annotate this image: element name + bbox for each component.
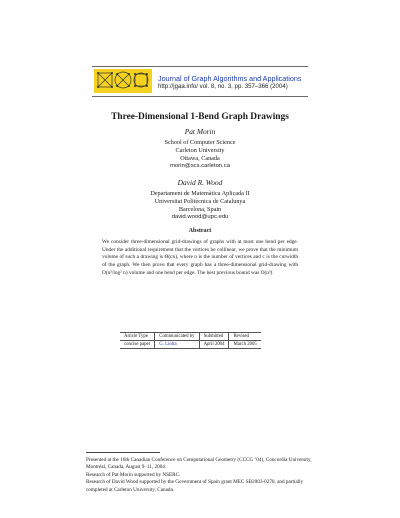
abstract-heading: Abstract	[188, 228, 212, 234]
footnote: Presented at the 16th Canadian Conference on Computational Geometry (CCCG ’04), Concordia University, Montréal, Canada, August 9–11, 2004.	[86, 457, 312, 471]
abstract-body: We consider three-dimensional grid-drawings of graphs with at most one bend per edge. Under the additional requirement that the vertices be collinear, we prove that the minimum volume of such a drawing is Θ(cn), where n is the number of vertices and c is the cutwidth of the graph. We then prove that every graph has a three-dimensional grid-drawing with O(n³/log² n) volume and one bend per edge. The best previous bound was O(n³).	[102, 239, 298, 276]
table-header-cell: Article Type	[120, 333, 155, 341]
journal-header	[92, 66, 308, 96]
footnote: Research of David Wood supported by the Government of Spain grant MEC SB2003-0270, and partially completed at Carleton University, Canada.	[86, 479, 304, 493]
footnote: Research of Pat Morin supported by NSERC.	[86, 471, 181, 478]
author-affiliation: Departament de Matemàtica Aplicada II	[150, 190, 250, 197]
header-bottom-rule	[92, 96, 308, 97]
author-affiliation: Carleton University	[175, 147, 225, 154]
author-affiliation: Universitat Politècnica de Catalunya	[154, 198, 246, 205]
table-row	[120, 341, 261, 349]
author-affiliation: Ottawa, Canada	[180, 155, 220, 162]
table-header-cell: Revised	[229, 333, 261, 341]
table-row	[120, 333, 261, 341]
table-cell: April 2004	[199, 341, 229, 349]
footnotes	[86, 457, 314, 494]
author-affiliation: Barcelona, Spain	[178, 206, 222, 213]
table-cell: concise paper	[120, 341, 155, 349]
jgaa-logo	[94, 69, 152, 93]
author-email: morin@scs.carleton.ca	[170, 163, 230, 169]
table-cell: March 2005	[229, 341, 261, 349]
author-affiliation: School of Computer Science	[164, 139, 236, 146]
author-name: Pat Morin	[184, 127, 216, 136]
author-email: david.wood@upc.edu	[171, 214, 229, 220]
table-cell: G. Liotta	[155, 341, 199, 349]
paper-title: Three-Dimensional 1-Bend Graph Drawings	[111, 112, 289, 122]
header-top-rule	[92, 66, 308, 67]
journal-name: Journal of Graph Algorithms and Applications	[158, 74, 302, 83]
table-header-cell: Communicated by	[155, 333, 199, 341]
table-header-cell: Submitted	[199, 333, 229, 341]
footnote-rule	[86, 452, 160, 453]
author-name: David R. Wood	[177, 178, 223, 187]
submission-table	[120, 332, 261, 349]
journal-citation: http://jgaa.info/ vol. 8, no. 3, pp. 357–366 (2004)	[158, 83, 288, 90]
